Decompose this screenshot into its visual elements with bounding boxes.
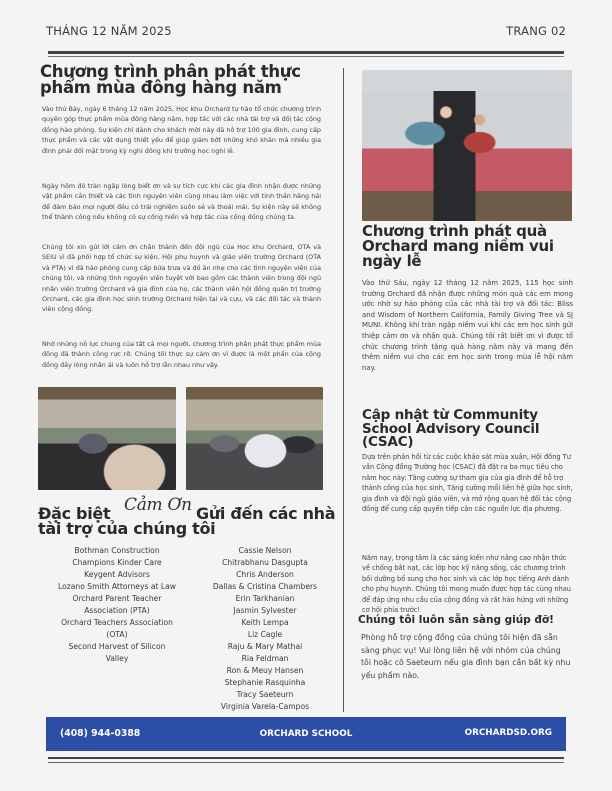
food-article-paragraph: Vào thứ Bảy, ngày 6 tháng 12 năm 2025, Học khu Orchard tự hào tổ chức chương trình quyên góp thực phẩm mùa đông hàng năm, hợp tác với các nhà tài trợ và đối tác cộng đồng hào phóng. Sự kiện chỉ dành cho khách mời này đã hỗ trợ 100 gia đình, cung cấp thực phẩm và các vật dụng thiết yếu để giúp giảm bớt những khó khăn mà nhiều gia đình phải đối mặt trong kỳ nghỉ đông khi trường học nghỉ lễ.	[42, 105, 321, 155]
sponsor-name: Lozano Smith Attorneys at Law	[58, 582, 176, 591]
sponsor-name: Bothman Construction	[74, 546, 160, 555]
help-box-title: Chúng tôi luôn sẵn sàng giúp đỡ!	[358, 614, 554, 626]
bottom-rule-thin	[48, 762, 564, 763]
sponsor-name: Chris Anderson	[236, 570, 294, 579]
thanks-title-part2: Gửi đến các nhà	[196, 504, 336, 523]
sponsor-name: Valley	[105, 654, 129, 663]
sponsor-name: Virginia Varela-Campos	[220, 702, 310, 711]
food-distribution-photo-2	[186, 387, 323, 490]
sponsor-name: Champions Kinder Care	[72, 558, 162, 567]
food-article-title: Chương trình phân phát thực phẩm mùa đông hàng năm	[40, 62, 301, 97]
food-distribution-photo-1	[38, 387, 176, 490]
sponsor-name: Association (PTA)	[84, 606, 150, 615]
thanks-script-text: Cảm Ơn	[124, 495, 192, 515]
gift-article-title: Chương trình phát quà Orchard mang niềm vui ngày lễ	[362, 222, 554, 270]
page-number: TRANG 02	[506, 24, 566, 38]
food-article-paragraph: Chúng tôi xin gửi lời cảm ơn chân thành đến đội ngũ của Học khu Orchard, OTA và SEIU vì đã phối hợp tổ chức sự kiện, Hội phụ huynh và giáo viên trường Orchard (OTA và PTA) vì đã hào phóng cung cấp bữa trưa và đồ ăn nhẹ cho các tình nguyện viên của chúng tôi, và những tình nguyện viên tuyệt vời bao gồm các thành viên trong đội ngũ nhân viên trường Orchard và gia đình của họ, các thành viên hội đồng quản trị trường Orchard, các gia đình học sinh trường Orchard hiện tại và cựu, và các đối tác và thành viên cộng đồng.	[42, 243, 321, 314]
sponsor-name: Chitrabhanu Dasgupta	[222, 558, 308, 567]
sponsor-name: Stephanie Rasquinha	[224, 678, 306, 687]
help-box-body: Phòng hỗ trợ cộng đồng của chúng tôi hiện đã sẵn sàng phục vụ! Vui lòng liên hệ với nhóm của chúng tôi hoặc cô Saeteurn nếu gia đình bạn cần bất kỳ nhu yếu phẩm nào.	[361, 633, 571, 680]
sponsor-name: Jasmin Sylvester	[233, 606, 297, 615]
sponsor-name: Ron & Meuy Hansen	[226, 666, 304, 675]
footer-website: ORCHARDSD.ORG	[464, 728, 552, 738]
csac-article-paragraph: Năm nay, trọng tâm là các sáng kiến như nâng cao nhận thức về chống bắt nạt, các lớp học kỹ năng sống, các chương trình bồi dưỡng bổ sung cho học sinh và các lớp học tiếng Anh dành cho phụ huynh. Chúng tôi mong muốn được hợp tác cùng nhau để đáp ứng nhu cầu của cộng đồng và rất hào hứng với những cơ hội phía trước!	[362, 554, 571, 615]
sponsor-name: Raju & Mary Mathai	[227, 642, 303, 651]
bottom-rule	[48, 757, 564, 759]
sponsor-name: Erin Tarkhanian	[235, 594, 295, 603]
csac-article-title: Cập nhật từ Community School Advisory Council (CSAC)	[362, 407, 540, 450]
sponsor-name: Second Harvest of Silicon	[68, 642, 166, 651]
issue-date: THÁNG 12 NĂM 2025	[46, 24, 172, 38]
sponsor-name: (OTA)	[106, 630, 128, 639]
sponsor-name: Keith Lempa	[241, 618, 289, 627]
sponsor-name: Dallas & Cristina Chambers	[212, 582, 318, 591]
sponsor-list-organizations	[42, 545, 192, 665]
footer-bar	[46, 717, 566, 751]
sponsor-list-individuals	[190, 545, 340, 713]
footer-phone: (408) 944-0388	[60, 728, 141, 739]
sponsor-name: Orchard Parent Teacher	[72, 594, 162, 603]
sponsor-name: Liz Cagle	[247, 630, 283, 639]
sponsor-name: Orchard Teachers Association	[61, 618, 173, 627]
food-article-paragraph: Ngày hôm đó tràn ngập lòng biết ơn và sự tích cực khi các gia đình nhận được những vật phẩm cần thiết và các tình nguyện viên cùng nhau làm việc với tinh thần hăng hái để đảm bảo mọi người đều có trải nghiệm suôn sẻ và thoải mái. Sự kiện này sẽ không thể thành công nếu không có sự cống hiến và hợp tác của cộng đồng chúng ta.	[42, 182, 321, 222]
sponsor-name: Ria Feldman	[241, 654, 289, 663]
gift-article-body: Vào thứ Sáu, ngày 12 tháng 12 năm 2025, 115 học sinh trường Orchard đã nhận được những món quà các em mong ước nhờ sự hào phóng của các nhà tài trợ và đối tác: Bliss and Wisdom of Northern California, Family Giving Tree và SJ MUNI. Không khí tràn ngập niềm vui khi các em học sinh gửi thiệp cảm ơn và nhận quà. Chúng tôi rất biết ơn vì được tổ chức chương trình tặng quà hàng năm này và mang đến thêm niềm vui cho các em học sinh trong mùa lễ hội năm nay.	[362, 279, 573, 372]
sponsor-name: Tracy Saeteurn	[236, 690, 294, 699]
sponsor-name: Cassie Nelson	[238, 546, 292, 555]
food-article-paragraph: Nhờ những nỗ lực chung của tất cả mọi người, chương trình phân phát thực phẩm mùa đông đã thành công rực rỡ. Chúng tôi thực sự cảm ơn vì được là một phần của cộng đồng đầy lòng nhân ái và luôn hỗ trợ lẫn nhau như vậy.	[42, 340, 321, 369]
footer-school-name: ORCHARD SCHOOL	[259, 729, 353, 739]
csac-article-paragraph: Dựa trên phản hồi từ các cuộc khảo sát mùa xuân, Hội đồng Tư vấn Cộng đồng Trường học (CSAC) đã đặt ra ba mục tiêu cho năm học này: Tăng cường sự tham gia của gia đình để hỗ trợ thành công của học sinh, Tăng cường mối liên hệ giữa học sinh, gia đình và đội ngũ giáo viên, và mở rộng quan hệ đối tác cộng đồng để cung cấp quyền tiếp cận các nguồn lực địa phương.	[362, 453, 573, 514]
masthead	[46, 24, 566, 42]
column-divider	[343, 68, 344, 712]
thanks-title-line2: tài trợ của chúng tôi	[38, 519, 216, 538]
thanks-title-part1: Đặc biệt	[38, 504, 111, 523]
top-rule-thin	[48, 56, 564, 57]
top-rule	[48, 51, 564, 54]
sponsor-name: Keygent Advisors	[84, 570, 150, 579]
gift-program-photo	[362, 70, 572, 221]
